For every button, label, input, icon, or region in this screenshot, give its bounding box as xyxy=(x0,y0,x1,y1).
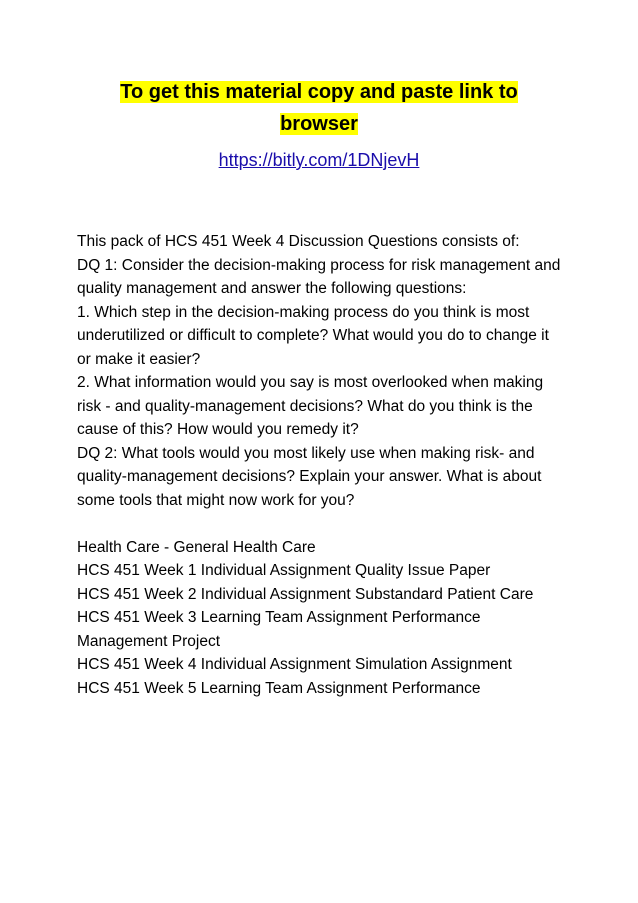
document-body xyxy=(77,230,563,700)
material-link[interactable]: https://bitly.com/1DNjevH xyxy=(218,150,420,170)
related-item: HCS 451 Week 1 Individual Assignment Quality Issue Paper xyxy=(77,562,491,579)
related-item: HCS 451 Week 4 Individual Assignment Simulation Assignment xyxy=(77,656,512,673)
paragraph-gap xyxy=(77,512,563,536)
intro-paragraph: This pack of HCS 451 Week 4 Discussion Questions consists of: xyxy=(77,233,520,250)
related-item: HCS 451 Week 3 Learning Team Assignment Performance Management Project xyxy=(77,609,481,650)
question-2: 2. What information would you say is most overlooked when making risk - and quality-management decisions? What do you think is the cause of this? How would you remedy it? xyxy=(77,374,544,438)
related-item: HCS 451 Week 5 Learning Team Assignment Performance xyxy=(77,679,481,697)
dq1-paragraph: DQ 1: Consider the decision-making process for risk management and quality management and answer the following questions: xyxy=(77,256,561,297)
highlighted-title xyxy=(60,76,578,140)
title-line-2: browser xyxy=(280,113,358,135)
related-item: Health Care - General Health Care xyxy=(77,538,316,556)
question-1: 1. Which step in the decision-making process do you think is most underutilized or difficult to complete? What would you do to change it or make it easier? xyxy=(77,303,549,368)
header xyxy=(60,76,578,171)
title-line-1: To get this material copy and paste link to xyxy=(120,81,518,103)
related-item: HCS 451 Week 2 Individual Assignment Substandard Patient Care xyxy=(77,585,534,603)
dq2-paragraph: DQ 2: What tools would you most likely use when making risk- and quality-management decisions? Explain your answer. What is about some tools that might now work for you? xyxy=(77,444,542,509)
